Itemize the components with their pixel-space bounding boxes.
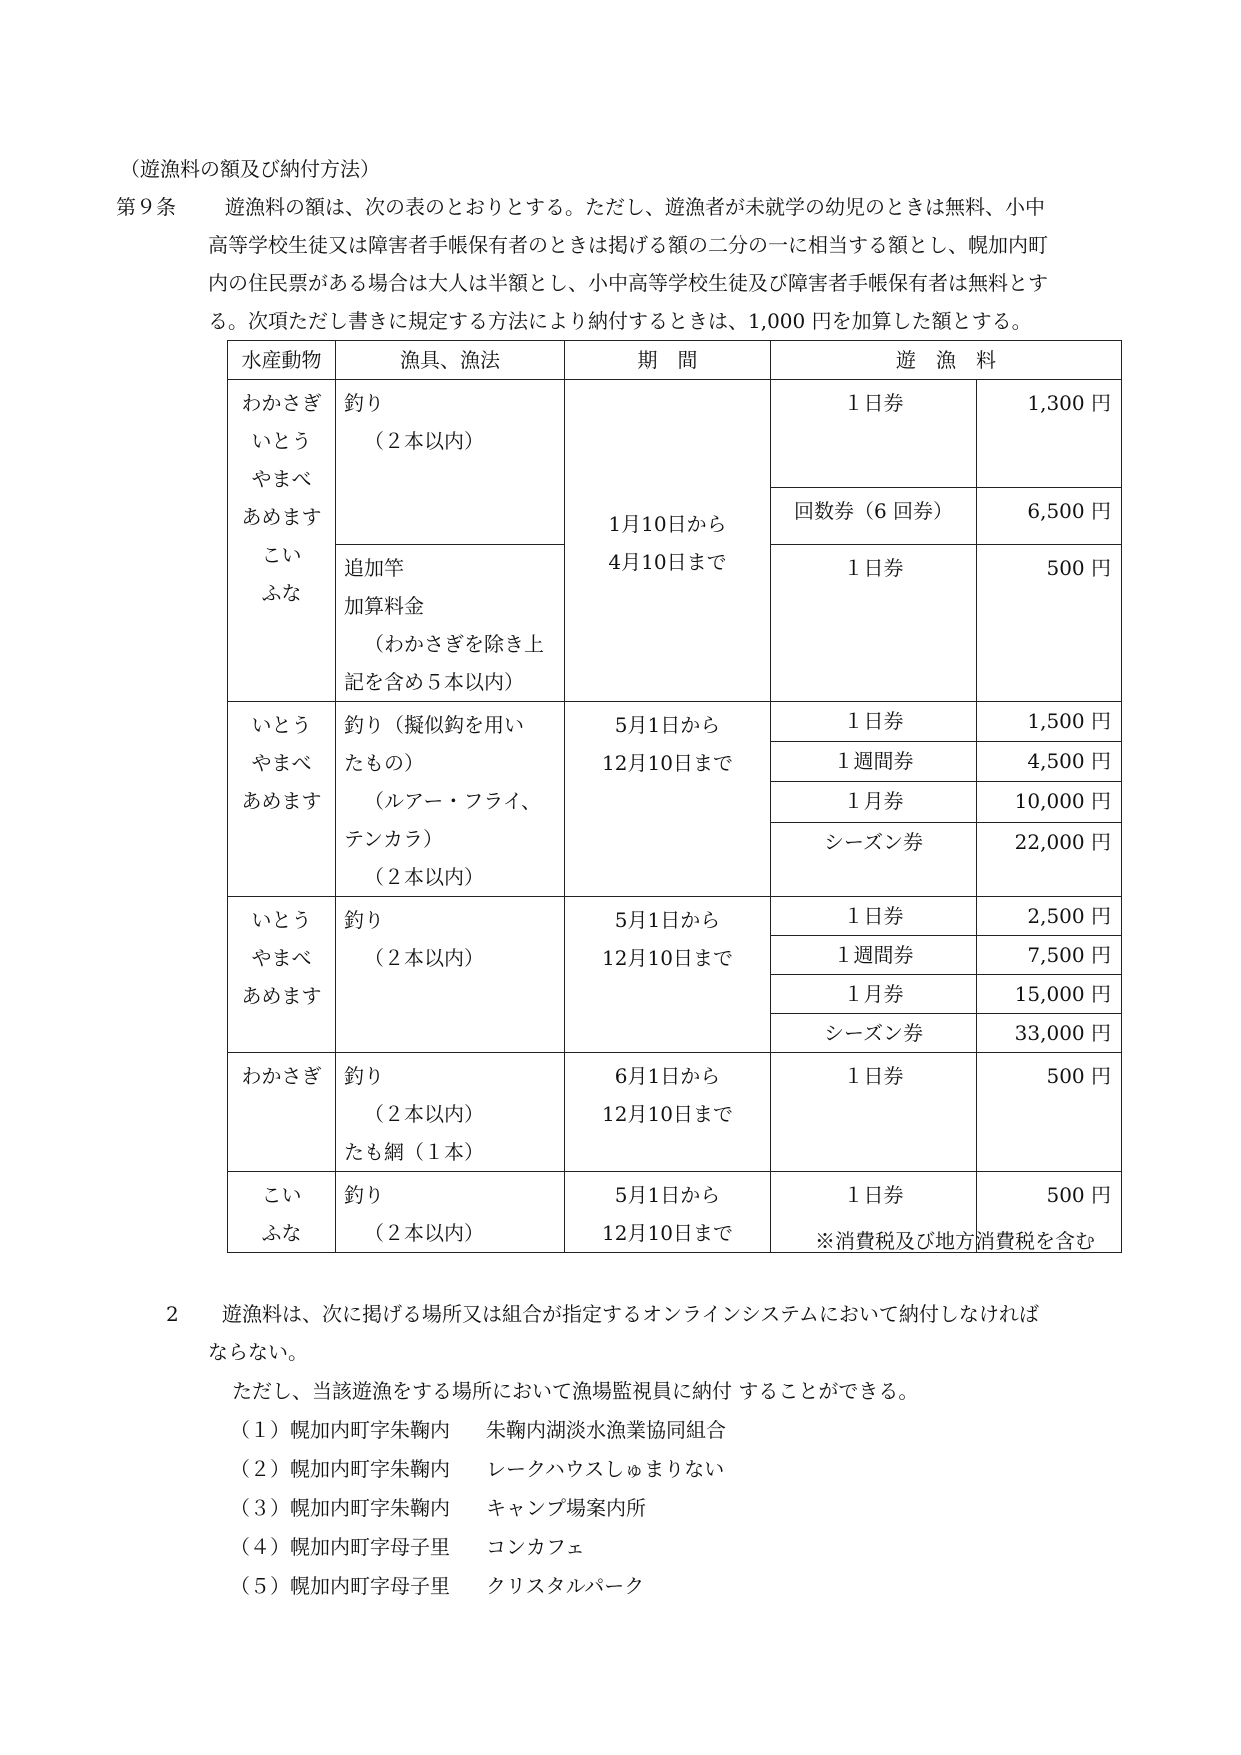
gear-cell	[336, 897, 565, 1053]
fee-table	[227, 340, 1122, 1253]
ticket-cell	[771, 1014, 977, 1053]
species-name: やまべ	[251, 467, 312, 491]
place-address: 幌加内町字母子里	[290, 1574, 450, 1598]
gear-text: 釣り	[344, 1183, 384, 1207]
place-name: 朱鞠内湖淡水漁業協同組合	[486, 1418, 726, 1442]
table-row	[228, 380, 1122, 488]
period-cell	[565, 1172, 771, 1253]
price-cell	[977, 488, 1122, 545]
gear-text: 追加竿	[344, 556, 404, 580]
gear-text: （２本以内）	[364, 1102, 484, 1126]
species-name: いとう	[251, 713, 312, 737]
price: 2,500 円	[1027, 904, 1111, 928]
ticket-type: シーズン券	[824, 1021, 923, 1045]
ticket-type: １月券	[843, 982, 904, 1006]
gear-text: 加算料金	[344, 594, 424, 618]
ticket-cell	[771, 782, 977, 822]
ticket-cell	[771, 1053, 977, 1172]
species-name: やまべ	[251, 751, 312, 775]
price: 500 円	[1046, 1064, 1111, 1088]
gear-cell	[336, 380, 565, 545]
place-address: 幌加内町字朱鞠内	[290, 1418, 450, 1442]
period-cell	[565, 897, 771, 1053]
ticket-type: １日券	[843, 556, 904, 580]
place-address: 幌加内町字朱鞠内	[290, 1496, 450, 1520]
period-cell	[565, 380, 771, 702]
price: 500 円	[1046, 556, 1111, 580]
species-name: やまべ	[251, 946, 312, 970]
price: 7,500 円	[1027, 943, 1111, 967]
species-name: あめます	[241, 505, 322, 529]
species-name: こい	[261, 543, 302, 567]
place-address: 幌加内町字母子里	[290, 1535, 450, 1559]
species-name: あめます	[241, 984, 322, 1008]
species-name: あめます	[241, 789, 322, 813]
gear-text: 釣り	[344, 1064, 384, 1088]
ticket-type: １日券	[843, 904, 904, 928]
place-address: 幌加内町字朱鞠内	[290, 1457, 450, 1481]
gear-text: （２本以内）	[364, 865, 484, 889]
place-number: （３）	[230, 1496, 290, 1520]
ticket-cell	[771, 822, 977, 896]
price: 15,000 円	[1014, 982, 1111, 1006]
gear-text: （２本以内）	[364, 1221, 484, 1245]
species-cell	[228, 702, 336, 897]
article-line-4: る。次項ただし書きに規定する方法により納付するときは、1,000 円を加算した額とする。	[208, 309, 1032, 333]
ticket-type: １日券	[843, 391, 904, 415]
gear-text: 釣り	[344, 391, 384, 415]
gear-text: （わかさぎを除き上	[364, 632, 544, 656]
place-name: キャンプ場案内所	[486, 1496, 646, 1520]
ticket-type: １日券	[843, 1064, 904, 1088]
gear-cell	[336, 1053, 565, 1172]
period-text: 12月10日まで	[602, 1221, 733, 1245]
price-cell	[977, 545, 1122, 702]
place-number: （２）	[230, 1457, 290, 1481]
period-text: 1月10日から	[608, 511, 727, 536]
species-name: いとう	[251, 429, 312, 453]
place-item	[230, 1411, 726, 1449]
gear-text: （２本以内）	[364, 946, 484, 970]
ticket-cell	[771, 545, 977, 702]
ticket-cell	[771, 897, 977, 936]
period-text: 12月10日まで	[602, 946, 733, 970]
period-text: 4月10日まで	[608, 549, 727, 574]
period-text: 5月1日から	[614, 713, 721, 737]
place-number: （１）	[230, 1418, 290, 1442]
period-cell	[565, 1053, 771, 1172]
gear-text: 釣り	[344, 908, 384, 932]
species-cell	[228, 897, 336, 1053]
species-cell	[228, 380, 336, 702]
header-period: 期 間	[565, 341, 771, 380]
price: 500 円	[1046, 1183, 1111, 1207]
price-cell	[977, 782, 1122, 822]
species-name: わかさぎ	[241, 1064, 322, 1088]
species-name: ふな	[261, 1221, 302, 1245]
place-item	[230, 1450, 724, 1488]
price: 10,000 円	[1014, 789, 1111, 814]
place-number: （４）	[230, 1535, 290, 1559]
price-cell	[977, 702, 1122, 742]
article-line-3: 内の住民票がある場合は大人は半額とし、小中高等学校生徒及び障害者手帳保有者は無料とす	[208, 271, 1048, 295]
header-gear: 漁具、漁法	[336, 341, 565, 380]
place-item	[230, 1489, 646, 1527]
ticket-cell	[771, 936, 977, 975]
paragraph2-line-1: 遊漁料は、次に掲げる場所又は組合が指定するオンラインシステムにおいて納付しなければ	[222, 1302, 1039, 1326]
price-cell	[977, 742, 1122, 782]
gear-text: 記を含め５本以内）	[344, 670, 524, 694]
place-item	[230, 1528, 585, 1566]
table-row	[228, 897, 1122, 936]
species-cell	[228, 1053, 336, 1172]
header-fee: 遊 漁 料	[771, 341, 1122, 380]
ticket-cell	[771, 742, 977, 782]
ticket-cell	[771, 702, 977, 742]
price-cell	[977, 936, 1122, 975]
section-heading: （遊漁料の額及び納付方法）	[120, 157, 380, 181]
species-cell	[228, 1172, 336, 1253]
gear-text: たもの）	[344, 751, 424, 775]
price: 33,000 円	[1014, 1021, 1111, 1045]
paragraph2-line-2: ならない。	[208, 1340, 308, 1364]
price-cell	[977, 380, 1122, 488]
ticket-type: １週間券	[833, 943, 914, 967]
article-line-1: 遊漁料の額は、次の表のとおりとする。ただし、遊漁者が未就学の幼児のときは無料、小中	[225, 195, 1045, 219]
species-name: こい	[261, 1183, 302, 1207]
gear-text: （ルアー・フライ、	[364, 789, 541, 813]
table-row	[228, 702, 1122, 742]
period-text: 12月10日まで	[602, 1102, 733, 1126]
gear-cell	[336, 545, 565, 702]
price: 22,000 円	[1014, 829, 1111, 854]
place-name: コンカフェ	[486, 1535, 585, 1559]
article-line-2: 高等学校生徒又は障害者手帳保有者のときは掲げる額の二分の一に相当する額とし、幌加内町	[208, 233, 1048, 257]
period-text: 6月1日から	[614, 1064, 721, 1088]
header-species: 水産動物	[228, 341, 336, 380]
ticket-cell	[771, 380, 977, 488]
period-text: 5月1日から	[614, 908, 721, 932]
gear-text: たも網（１本）	[344, 1140, 484, 1164]
place-name: レークハウスしゅまりない	[486, 1457, 725, 1481]
article-number: 第９条	[116, 195, 176, 219]
price-cell	[977, 822, 1122, 896]
ticket-type: １日券	[843, 1183, 904, 1207]
table-header-row	[228, 341, 1122, 380]
place-item	[230, 1567, 644, 1605]
place-number: （５）	[230, 1574, 290, 1598]
price: 1,300 円	[1027, 391, 1111, 415]
ticket-type: 回数券（6 回券）	[793, 499, 954, 523]
ticket-type: １日券	[843, 709, 904, 733]
gear-text: 釣り（擬似鈎を用い	[344, 713, 524, 737]
period-text: 12月10日まで	[602, 751, 733, 775]
price-cell	[977, 1053, 1122, 1172]
ticket-cell	[771, 488, 977, 545]
species-name: わかさぎ	[241, 391, 322, 415]
tax-note: ※消費税及び地方消費税を含む	[815, 1229, 1095, 1253]
species-name: ふな	[261, 581, 302, 605]
table-row	[228, 1053, 1122, 1172]
proviso-text: ただし、当該遊漁をする場所において漁場監視員に納付 することができる。	[232, 1379, 919, 1403]
period-text: 5月1日から	[614, 1183, 721, 1207]
ticket-type: １週間券	[833, 749, 914, 774]
ticket-type: シーズン券	[824, 829, 923, 854]
period-cell	[565, 702, 771, 897]
ticket-type: １月券	[843, 789, 904, 814]
price: 4,500 円	[1027, 749, 1111, 774]
gear-cell	[336, 1172, 565, 1253]
place-name: クリスタルパーク	[486, 1574, 645, 1598]
gear-cell	[336, 702, 565, 897]
price: 1,500 円	[1027, 709, 1111, 733]
price-cell	[977, 975, 1122, 1014]
price-cell	[977, 1014, 1122, 1053]
paragraph-number: 2	[166, 1302, 179, 1326]
gear-text: （２本以内）	[364, 429, 484, 453]
price-cell	[977, 897, 1122, 936]
species-name: いとう	[251, 908, 312, 932]
gear-text: テンカラ）	[344, 827, 443, 851]
price: 6,500 円	[1027, 499, 1111, 523]
ticket-cell	[771, 975, 977, 1014]
